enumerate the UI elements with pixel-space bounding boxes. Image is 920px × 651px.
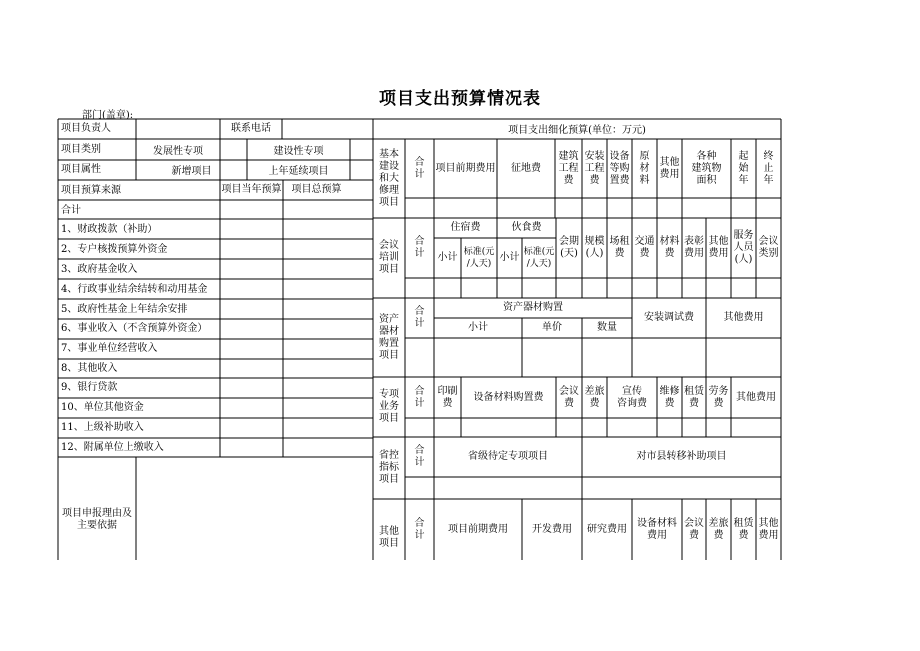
- asset-purchase-label: 资产器材购置: [503, 302, 563, 313]
- sec2-col: 表彰 费用: [684, 236, 704, 259]
- provincial-project: 省级待定专项项目: [468, 451, 548, 462]
- sec3-other-fee: 其他费用: [723, 312, 764, 323]
- sec6-col: 差旅 费: [708, 518, 729, 541]
- project-owner-label: 项目负责人: [61, 123, 111, 134]
- sec4-col: 会议 费: [559, 385, 579, 409]
- sec6-col: 研究费用: [587, 524, 627, 535]
- reason-label: 项目申报理由及 主要依据: [62, 508, 132, 531]
- sec2-subtotal: 合 计: [414, 236, 425, 259]
- source-item: 10、单位其他资金: [61, 402, 144, 413]
- sec2-col: 规模 (人): [584, 236, 605, 259]
- source-item: 4、行政事业结余结转和动用基金: [61, 284, 208, 295]
- sec6-col: 开发费用: [532, 524, 572, 535]
- project-attr-label: 项目属性: [61, 164, 101, 175]
- sec2-col: 会议 类别: [758, 236, 779, 259]
- meals-standard: 标准(元 /人天): [523, 247, 555, 269]
- sec4-col: 劳务 费: [708, 385, 729, 409]
- sec6-label: 其他 项目: [379, 525, 399, 549]
- lodging-subtotal: 小计: [437, 252, 458, 263]
- source-item: 1、财政拨款（补助）: [61, 224, 158, 235]
- sec1-col: 各种 建筑物 面积: [691, 150, 722, 186]
- sec6-col: 设备材料 费用: [637, 518, 677, 541]
- sec6-col: 租赁 费: [733, 518, 754, 541]
- sec4-col: 印刷 费: [437, 385, 458, 409]
- sec5-label: 省控 指标 项目: [379, 450, 399, 485]
- sec1-col: 安装 工程 费: [584, 150, 605, 186]
- sec4-col: 租赁 费: [684, 385, 704, 409]
- sec4-col: 设备材料购置费: [473, 391, 544, 403]
- total-budget-label: 项目总预算: [291, 184, 342, 195]
- sec6-subtotal: 合 计: [414, 518, 425, 541]
- sec4-col: 维修 费: [659, 385, 680, 409]
- sec5-subtotal: 合 计: [414, 445, 425, 468]
- sec1-col: 征地费: [511, 162, 541, 174]
- meals-subtotal: 小计: [499, 252, 520, 263]
- project-type-label: 项目类别: [61, 144, 101, 155]
- sec2-col: 材料 费: [659, 236, 680, 259]
- sec4-col: 其他费用: [736, 391, 776, 403]
- lodging-standard: 标准(元 /人天): [463, 247, 495, 269]
- asset-unit-price: 单价: [542, 322, 562, 333]
- sec1-col: 起 始 年: [738, 150, 749, 186]
- asset-quantity: 数量: [597, 322, 617, 333]
- sec4-subtotal: 合 计: [414, 385, 425, 409]
- type-construction: 建设性专项: [273, 146, 324, 157]
- sec4-col: 宣传 咨询费: [617, 385, 647, 409]
- current-year-budget-label: 项目当年预算: [221, 184, 282, 195]
- source-item: 9、银行贷款: [61, 382, 118, 393]
- sec2-col: 交通 费: [634, 236, 655, 259]
- sec2-label: 会议 培训 项目: [379, 240, 399, 275]
- page-title: 项目支出预算情况表: [379, 89, 541, 109]
- sec1-col: 终 止 年: [763, 150, 774, 186]
- sec6-col: 其他 费用: [758, 518, 779, 541]
- sec6-col: 会议 费: [684, 518, 704, 541]
- lodging-label: 住宿费: [450, 222, 481, 233]
- sec1-subtotal: 合 计: [414, 156, 425, 180]
- meals-label: 伙食费: [511, 222, 542, 233]
- sec1-col: 设备 等购 置费: [609, 150, 630, 186]
- department-label: 部门(盖章):: [82, 110, 134, 121]
- source-item: 3、政府基金收入: [61, 264, 138, 275]
- source-item: 11、上级补助收入: [61, 422, 144, 433]
- sec1-col: 建筑 工程 费: [558, 150, 579, 186]
- source-item: 6、事业收入（不含预算外资金）: [61, 323, 208, 334]
- sec1-col: 其他 费用: [659, 156, 680, 180]
- budget-source-label: 项目预算来源: [61, 185, 121, 196]
- sec1-label: 基本 建设 和大 修理 项目: [379, 148, 399, 208]
- detail-budget-header: 项目支出细化预算(单位：万元): [508, 125, 646, 136]
- sec6-col: 项目前期费用: [448, 524, 508, 535]
- source-item: 7、事业单位经营收入: [61, 343, 158, 354]
- source-item: 5、政府性基金上年结余安排: [61, 304, 188, 315]
- sec3-subtotal: 合 计: [414, 306, 425, 329]
- source-item: 12、附属单位上缴收入: [61, 442, 164, 453]
- sec1-col: 项目前期费用: [435, 162, 496, 174]
- total-label: 合计: [61, 205, 81, 216]
- asset-subtotal: 小计: [468, 322, 488, 333]
- sec3-label: 资产 器材 购置 项目: [379, 313, 399, 361]
- install-fee: 安装调试费: [644, 312, 694, 323]
- type-development: 发展性专项: [153, 146, 203, 157]
- county-transfer-project: 对市县转移补助项目: [636, 451, 727, 462]
- sec2-col: 服务 人员 (人): [733, 230, 754, 265]
- sec2-col: 会期 (天): [559, 236, 579, 259]
- attr-continue: 上年延续项目: [268, 166, 329, 177]
- source-item: 8、其他收入: [61, 363, 118, 374]
- contact-phone-label: 联系电话: [231, 123, 271, 134]
- sec4-label: 专项 业务 项目: [379, 389, 399, 424]
- sec2-col: 场租 费: [609, 236, 630, 259]
- sec1-col: 原 材 料: [639, 150, 650, 186]
- source-item: 2、专户核拨预算外资金: [61, 244, 168, 255]
- sec2-col: 其他 费用: [708, 236, 729, 259]
- sec4-col: 差旅 费: [584, 385, 605, 409]
- attr-new: 新增项目: [171, 166, 212, 177]
